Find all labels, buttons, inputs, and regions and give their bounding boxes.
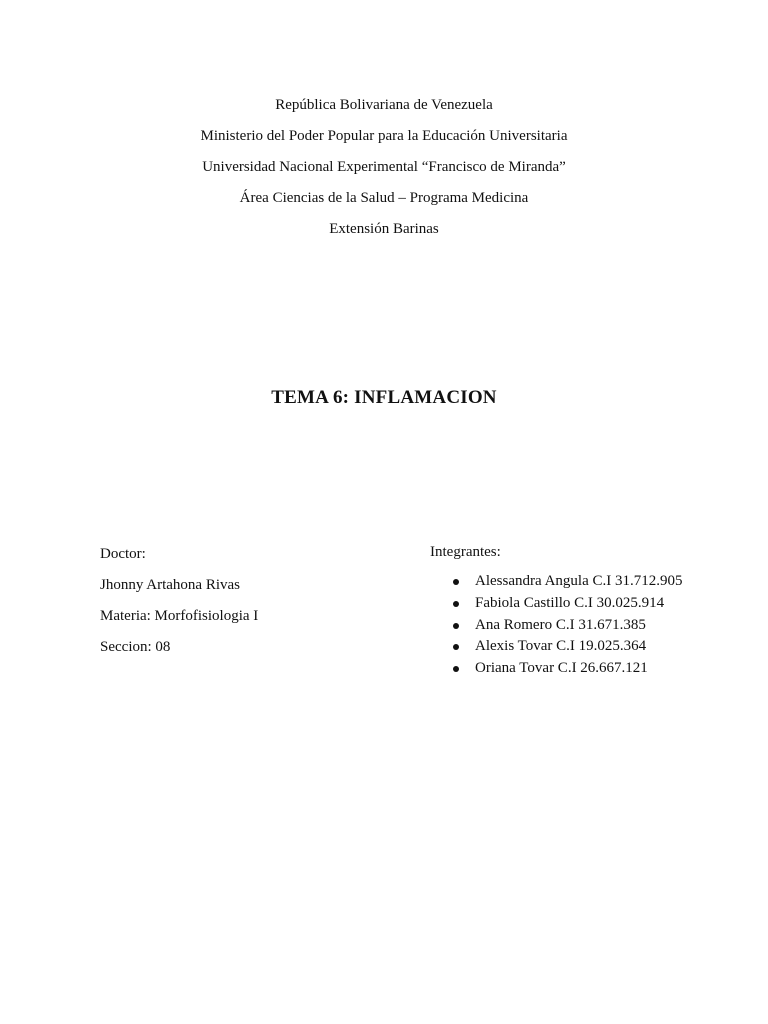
- bullet-icon: [453, 601, 459, 607]
- list-item: [430, 658, 750, 680]
- ministry-line: Ministerio del Poder Popular para la Educación Universitaria: [200, 128, 568, 144]
- subject-line: Materia: Morfofisiologia I: [100, 608, 259, 624]
- members-heading: Integrantes:: [430, 544, 501, 560]
- doctor-name: Jhonny Artahona Rivas: [100, 577, 240, 593]
- member-text: Alessandra Angula C.I 31.712.905: [475, 573, 683, 589]
- doctor-label: Doctor:: [100, 546, 146, 562]
- list-item: [430, 615, 750, 637]
- list-item: [430, 571, 750, 593]
- course-info: [100, 539, 400, 663]
- member-text: Alexis Tovar C.I 19.025.364: [475, 638, 647, 655]
- member-text: Oriana Tovar C.I 26.667.121: [475, 660, 648, 677]
- section-line: Seccion: 08: [100, 639, 171, 655]
- program-line: Área Ciencias de la Salud – Programa Medicina: [239, 190, 529, 206]
- member-text: Ana Romero C.I 31.671.385: [475, 616, 646, 633]
- bullet-icon: [453, 644, 459, 650]
- list-item: [430, 636, 750, 658]
- bullet-icon: [453, 666, 459, 672]
- member-text: Fabiola Castillo C.I 30.025.914: [475, 594, 665, 611]
- document-title: TEMA 6: INFLAMACION: [271, 387, 497, 408]
- institution-header: [0, 90, 768, 245]
- bullet-icon: [453, 623, 459, 629]
- bullet-icon: [453, 579, 459, 585]
- members-list: [430, 571, 750, 680]
- extension-line: Extensión Barinas: [329, 221, 439, 237]
- list-item: [430, 593, 750, 615]
- members-block: [430, 540, 750, 680]
- university-line: Universidad Nacional Experimental “Francisco de Miranda”: [202, 159, 566, 175]
- country-line: República Bolivariana de Venezuela: [275, 97, 493, 113]
